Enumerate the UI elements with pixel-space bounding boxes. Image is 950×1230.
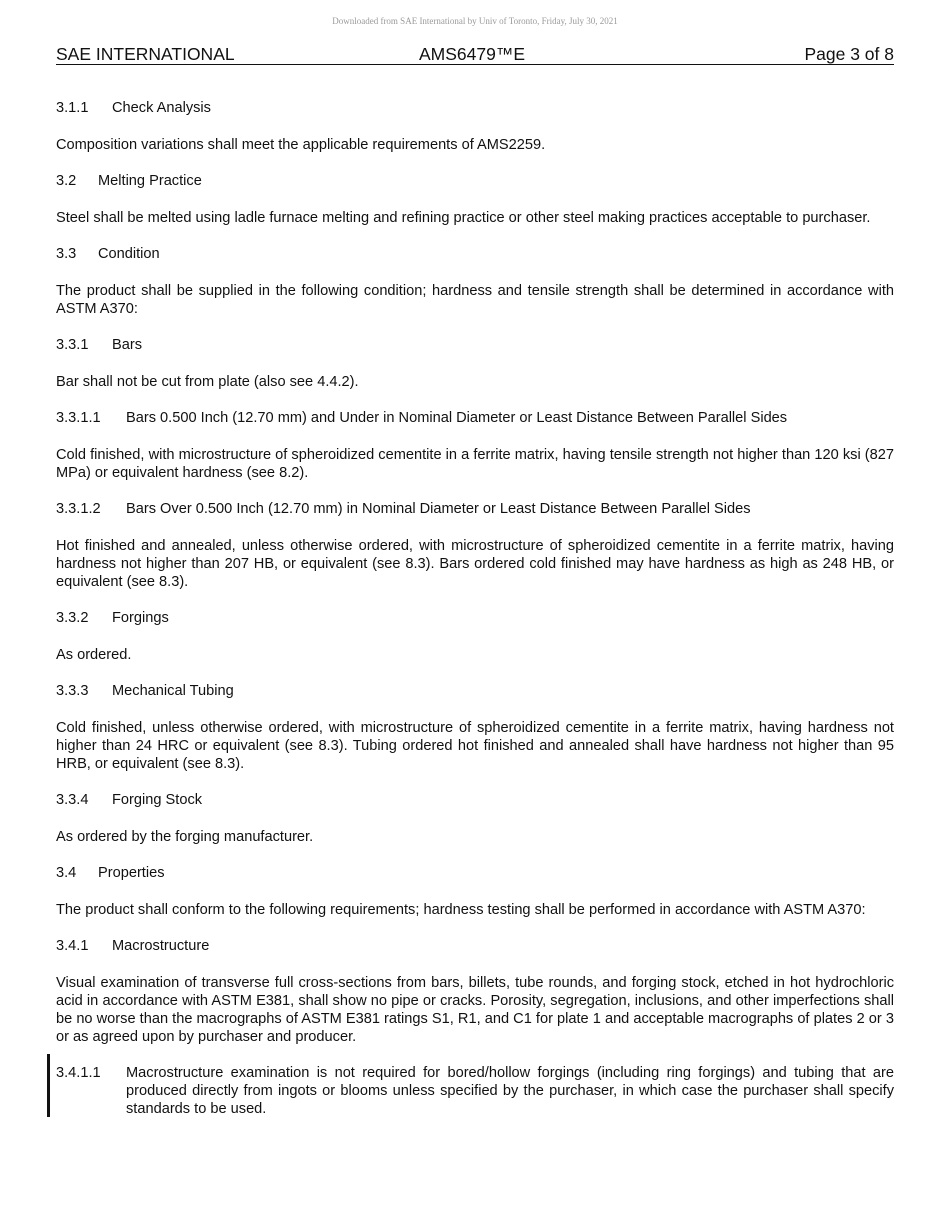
section-number: 3.4.1 [56, 938, 89, 954]
section-text: Cold finished, unless otherwise ordered, with microstructure of spheroidized cementite in a ferrite matrix, having hardness not higher than 24 HRC or equivalent (see 8.3). Tubing ordered hot finished and annealed shall have hardness not higher than 95 HRB, or equivalent (see 8.3). [56, 719, 894, 772]
section-heading [56, 336, 894, 354]
section-heading [56, 609, 894, 627]
download-watermark: Downloaded from SAE International by Univ of Toronto, Friday, July 30, 2021 [332, 16, 618, 26]
section-title: Bars Over 0.500 Inch (12.70 mm) in Nominal Diameter or Least Distance Between Parallel Sides [126, 501, 751, 517]
section-title: Bars [112, 337, 143, 353]
header-page-number: Page 3 of 8 [804, 44, 894, 64]
header-org: SAE INTERNATIONAL [56, 44, 235, 64]
document-body [56, 99, 894, 1136]
section-number: 3.3.1.1 [56, 410, 101, 426]
section-text: As ordered. [56, 646, 132, 663]
section-heading [56, 937, 894, 955]
section-title: Forgings [112, 610, 169, 626]
section-heading [56, 682, 894, 700]
section-title: Macrostructure [112, 938, 210, 954]
section-text: The product shall conform to the following requirements; hardness testing shall be performed in accordance with ASTM A370: [56, 901, 866, 918]
section-heading [56, 500, 894, 518]
section-text: As ordered by the forging manufacturer. [56, 828, 314, 845]
section-heading [56, 409, 894, 427]
section-number: 3.3 [56, 246, 77, 262]
section-text: Bar shall not be cut from plate (also see 4.4.2). [56, 373, 359, 390]
section-heading [56, 791, 894, 809]
section-heading [56, 864, 894, 882]
section-title: Bars 0.500 Inch (12.70 mm) and Under in Nominal Diameter or Least Distance Between Parallel Sides [126, 410, 788, 426]
section-number: 3.3.1.2 [56, 501, 101, 517]
section-title: Forging Stock [112, 792, 203, 808]
section-text: Hot finished and annealed, unless otherwise ordered, with microstructure of spheroidized cementite in a ferrite matrix, having hardness not higher than 207 HB, or equivalent (see 8.3). Bars ordered cold finished may have hardness as high as 248 HB, or equivalent (see 8.3). [56, 537, 894, 590]
section-number: 3.1.1 [56, 100, 89, 116]
section-text: Macrostructure examination is not required for bored/hollow forgings (including ring forgings) and tubing that are produced directly from ingots or blooms unless specified by the purchaser, in which case the purchaser shall specify standards to be used. [126, 1065, 894, 1117]
section-title: Condition [98, 246, 160, 262]
section-number: 3.3.3 [56, 683, 89, 699]
page-header [56, 44, 894, 65]
section-heading [56, 99, 894, 117]
revision-change-bar [47, 1054, 50, 1117]
header-doc-id: AMS6479™E [419, 44, 526, 64]
section-number: 3.4 [56, 865, 77, 881]
section-title: Melting Practice [98, 173, 202, 189]
section-title: Check Analysis [112, 100, 211, 116]
section-text: Cold finished, with microstructure of spheroidized cementite in a ferrite matrix, having tensile strength not higher than 120 ksi (827 MPa) or equivalent hardness (see 8.2). [56, 446, 894, 481]
section-heading [56, 245, 894, 263]
section-title: Properties [98, 865, 165, 881]
subsection-item [56, 1064, 894, 1118]
section-number: 3.2 [56, 173, 77, 189]
section-text: Composition variations shall meet the applicable requirements of AMS2259. [56, 136, 546, 153]
section-number: 3.3.1 [56, 337, 89, 353]
section-number: 3.3.2 [56, 610, 89, 626]
section-text: Visual examination of transverse full cross-sections from bars, billets, tube rounds, and forging stock, etched in hot hydrochloric acid in accordance with ASTM E381, shall show no pipe or cracks. Porosity, segregation, inclusions, and other imperfections shall be no worse than the macrographs of ASTM E381 ratings S1, R1, and C1 for plate 1 and acceptable macrographs of plates 2 or 3 or as agreed upon by purchaser and producer. [56, 974, 894, 1045]
section-heading [56, 172, 894, 190]
section-number: 3.4.1.1 [56, 1065, 101, 1081]
section-number: 3.3.4 [56, 792, 89, 808]
section-title: Mechanical Tubing [112, 683, 234, 699]
section-text: Steel shall be melted using ladle furnace melting and refining practice or other steel making practices acceptable to purchaser. [56, 209, 871, 226]
section-text: The product shall be supplied in the following condition; hardness and tensile strength shall be determined in accordance with ASTM A370: [56, 282, 894, 317]
